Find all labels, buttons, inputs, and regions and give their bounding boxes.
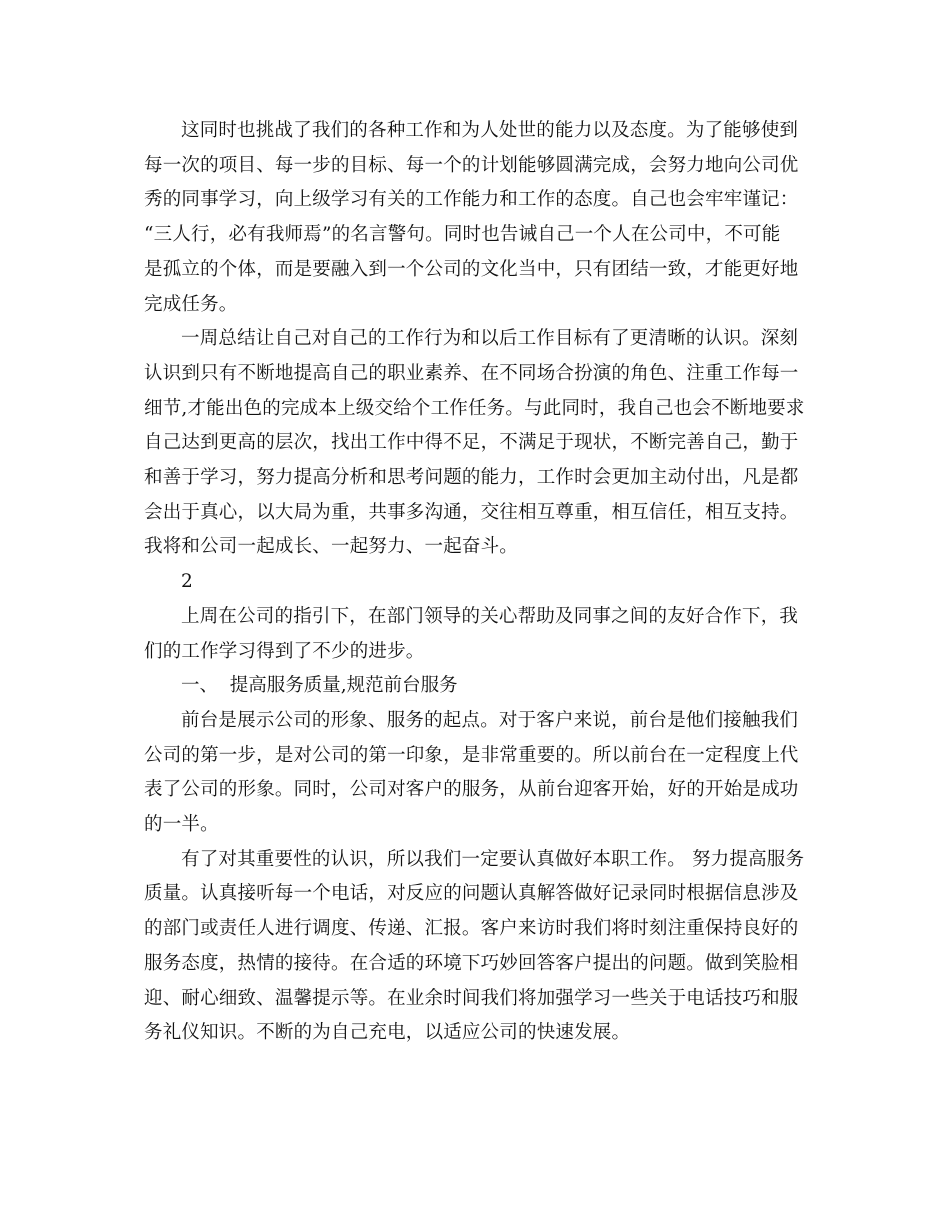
text-line: 认识到只有不断地提高自己的职业素养、在不同场合扮演的角色、注重工作每一 [144, 362, 799, 384]
text-line: “三人行，必有我师焉”的名言警句。同时也告诫自己一个人在公司中，不可能 [144, 224, 781, 246]
text-line: 细节,才能出色的完成本上级交给个工作任务。与此同时，我自己也会不断地要求 [144, 397, 805, 419]
text-line: 质量。认真接听每一个电话，对反应的问题认真解答做好记录同时根据信息涉及 [144, 883, 799, 905]
text-line: 是孤立的个体，而是要融入到一个公司的文化当中，只有团结一致，才能更好地 [144, 258, 799, 280]
text-line: 2 [181, 571, 193, 593]
paragraph [144, 704, 810, 843]
paragraph [144, 843, 810, 1051]
paragraph [144, 600, 810, 669]
text-line: 服务态度，热情的接待。在合适的环境下巧妙回答客户提出的问题。做到笑脸相 [144, 952, 799, 974]
heading-text: 一、 提高服务质量,规范前台服务 [181, 675, 458, 697]
text-line: 们的工作学习得到了不少的进步。 [144, 640, 425, 662]
text-line: 秀的同事学习，向上级学习有关的工作能力和工作的态度。自己也会牢牢谨记： [144, 189, 799, 211]
paragraph [144, 322, 810, 565]
text-line: 和善于学习，努力提高分析和思考问题的能力，工作时会更加主动付出，凡是都 [144, 467, 799, 489]
text-line: 我将和公司一起成长、一起努力、一起奋斗。 [144, 536, 519, 558]
text-line: 务礼仪知识。不断的为自己充电，以适应公司的快速发展。 [144, 1022, 631, 1044]
text-line: 一周总结让自己对自己的工作行为和以后工作目标有了更清晰的认识。深刻 [181, 328, 799, 350]
section-heading [144, 669, 810, 704]
text-line: 这同时也挑战了我们的各种工作和为人处世的能力以及态度。为了能够使到 [181, 120, 799, 141]
document-page [144, 114, 810, 1051]
text-line: 会出于真心，以大局为重，共事多沟通，交往相互尊重，相互信任，相互支持。 [144, 501, 799, 523]
text-line: 的一半。 [144, 814, 219, 836]
text-line: 每一次的项目、每一步的目标、每一个的计划能够圆满完成，会努力地向公司优 [144, 154, 799, 176]
text-line: 迎、耐心细致、温馨提示等。在业余时间我们将加强学习一些关于电话技巧和服 [144, 987, 799, 1009]
text-line: 有了对其重要性的认识，所以我们一定要认真做好本职工作。 努力提高服务 [181, 848, 805, 870]
text-line: 完成任务。 [144, 293, 238, 315]
section-number [144, 565, 810, 600]
text-line: 前台是展示公司的形象、服务的起点。对于客户来说，前台是他们接触我们 [181, 709, 799, 731]
paragraph [144, 114, 810, 322]
text-line: 自己达到更高的层次，找出工作中得不足，不满足于现状，不断完善自己，勤于 [144, 432, 799, 454]
text-line: 表了公司的形象。同时，公司对客户的服务，从前台迎客开始，好的开始是成功 [144, 779, 799, 801]
text-line: 公司的第一步，是对公司的第一印象，是非常重要的。所以前台在一定程度上代 [144, 744, 799, 766]
text-line: 的部门或责任人进行调度、传递、汇报。客户来访时我们将时刻注重保持良好的 [144, 918, 799, 940]
text-line: 上周在公司的指引下，在部门领导的关心帮助及同事之间的友好合作下，我 [181, 605, 799, 627]
